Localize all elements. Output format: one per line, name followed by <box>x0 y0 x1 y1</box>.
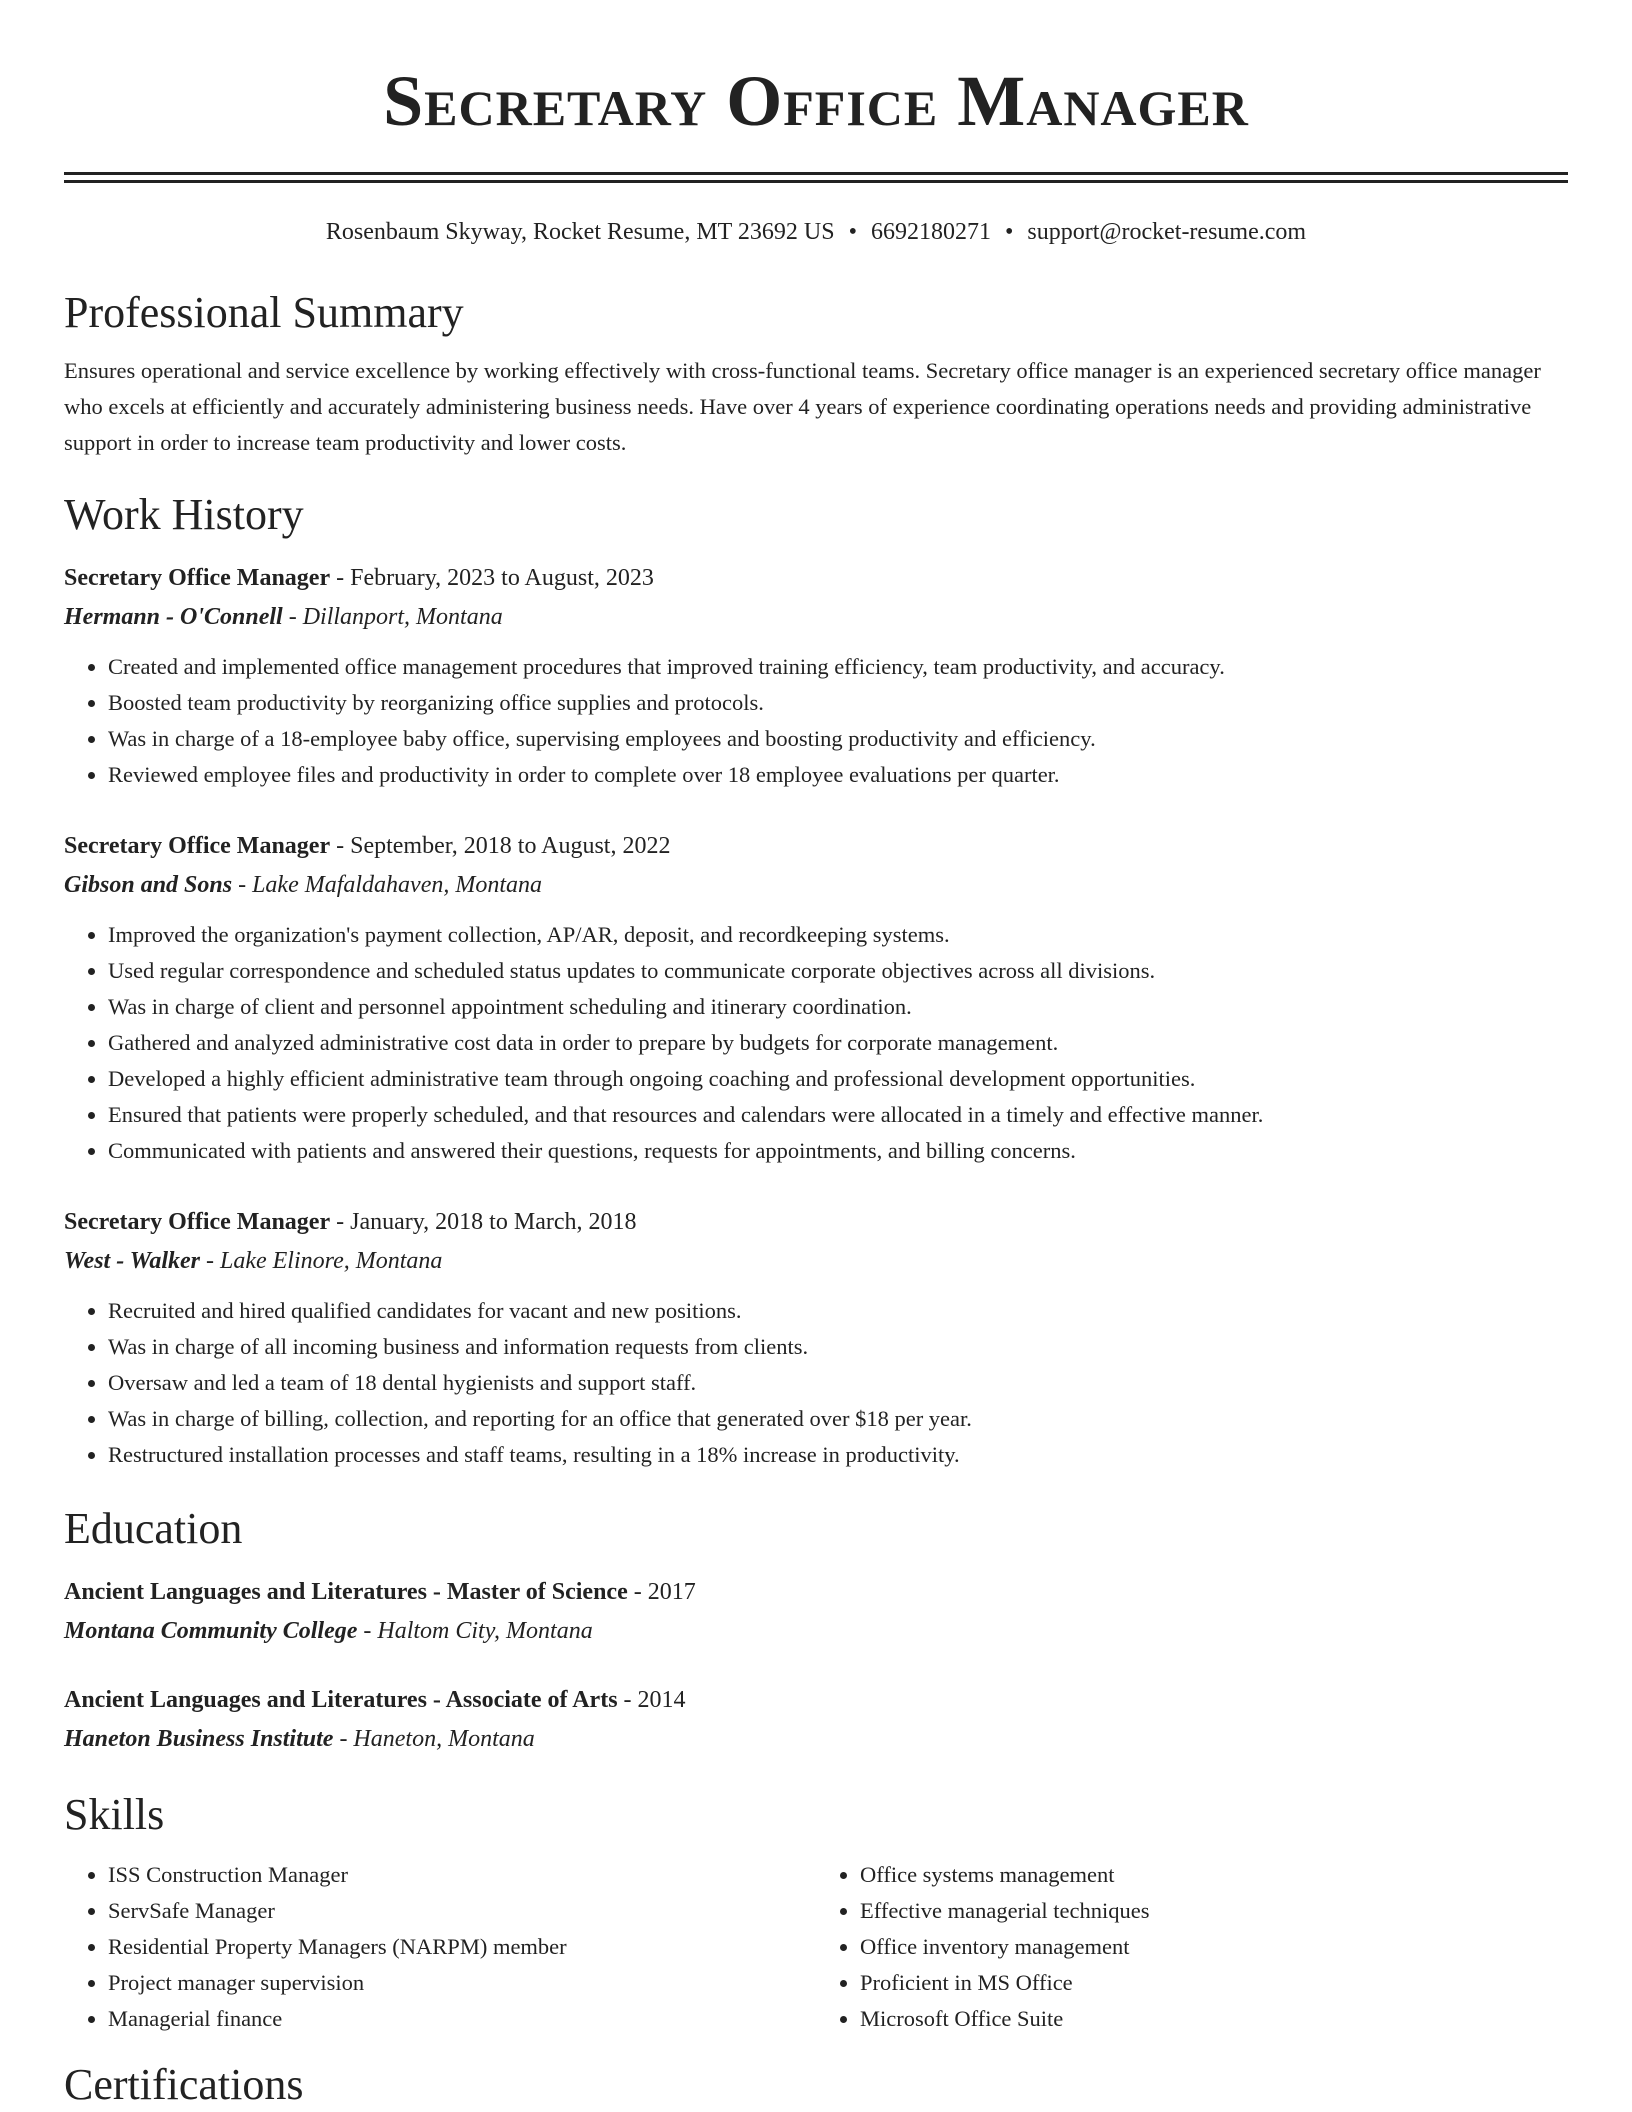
skill-item: • Managerial finance <box>108 2001 816 2037</box>
section-title-skills: Skills <box>64 1790 165 1839</box>
job-bullet: • Was in charge of all incoming business and information requests from clients. <box>108 1329 1568 1365</box>
skill-item: • Proficient in MS Office <box>860 1965 1568 2001</box>
education-entry <box>64 1681 1568 1759</box>
job-dates: - February, 2023 to August, 2023 <box>330 565 654 591</box>
job-bullets <box>64 1293 1568 1473</box>
job-location: - Dillanport, Montana <box>282 604 503 630</box>
contact-separator: • <box>1004 219 1014 245</box>
contact-separator: • <box>848 219 857 245</box>
job-company: Gibson and Sons <box>64 872 233 898</box>
skill-item: • Microsoft Office Suite <box>860 2001 1568 2037</box>
job-bullet: • Oversaw and led a team of 18 dental hygienists and support staff. <box>108 1365 1568 1401</box>
header-rule-bottom <box>64 180 1568 183</box>
job-location: - Lake Elinore, Montana <box>200 1248 443 1274</box>
education-heading <box>64 1573 1568 1611</box>
education-heading <box>64 1681 1568 1719</box>
job-dates: - January, 2018 to March, 2018 <box>330 1209 637 1235</box>
skills-list <box>64 1857 1568 2037</box>
skill-item: • Residential Property Managers (NARPM) member <box>108 1929 816 1965</box>
header-rule-top <box>64 172 1568 175</box>
skill-item: • Effective managerial techniques <box>860 1893 1568 1929</box>
job-employer <box>64 597 1568 637</box>
job-entry <box>64 827 1568 1169</box>
section-title-summary: Professional Summary <box>64 288 464 337</box>
resume-name: Secretary Office Manager <box>383 61 1249 141</box>
job-bullet: • Developed a highly efficient administrative team through ongoing coaching and professional development opportunities. <box>108 1061 1568 1097</box>
job-bullet: • Ensured that patients were properly scheduled, and that resources and calendars were allocated in a timely and effective manner. <box>108 1097 1568 1133</box>
section-title-education: Education <box>64 1504 243 1553</box>
education-degree: Ancient Languages and Literatures - Associate of Arts <box>64 1687 618 1713</box>
job-entry <box>64 1203 1568 1473</box>
job-heading <box>64 1203 1568 1241</box>
education-institution <box>64 1719 1568 1759</box>
job-company: West - Walker <box>64 1248 200 1274</box>
summary-text: Ensures operational and service excellence by working effectively with cross-functional teams. Secretary office manager is an experienced secretary office manager who excels at efficiently and accurately administering business needs. Have over 4 years of experience coordinating operations needs and providing administrative support in order to increase team productivity and lower costs. <box>64 358 1541 455</box>
contact-phone: 6692180271 <box>870 219 991 245</box>
job-bullet: • Created and implemented office management procedures that improved training efficiency, team productivity, and accuracy. <box>108 649 1568 685</box>
job-bullets <box>64 649 1568 793</box>
skill-item: • ISS Construction Manager <box>108 1857 816 1893</box>
section-title-work: Work History <box>64 490 304 539</box>
job-company: Hermann - O'Connell <box>64 604 283 630</box>
education-institution <box>64 1611 1568 1651</box>
skill-item: • Project manager supervision <box>108 1965 816 2001</box>
education-year: - 2014 <box>617 1687 686 1713</box>
job-bullet: • Was in charge of billing, collection, and reporting for an office that generated over $18 per year. <box>108 1401 1568 1437</box>
education-entry <box>64 1573 1568 1651</box>
job-bullets <box>64 917 1568 1169</box>
education-location: - Haltom City, Montana <box>357 1618 593 1644</box>
job-entry <box>64 559 1568 793</box>
job-bullet: • Boosted team productivity by reorganizing office supplies and protocols. <box>108 685 1568 721</box>
skill-item: • ServSafe Manager <box>108 1893 816 1929</box>
education-school: Montana Community College <box>64 1618 358 1644</box>
skills-column-right <box>816 1857 1568 2037</box>
skill-item: • Office inventory management <box>860 1929 1568 1965</box>
job-bullet: • Recruited and hired qualified candidates for vacant and new positions. <box>108 1293 1568 1329</box>
job-employer <box>64 1241 1568 1281</box>
job-role: Secretary Office Manager <box>64 565 331 591</box>
contact-email: support@rocket-resume.com <box>1027 219 1307 245</box>
job-bullet: • Improved the organization's payment collection, AP/AR, deposit, and recordkeeping systems. <box>108 917 1568 953</box>
education-location: - Haneton, Montana <box>333 1726 535 1752</box>
job-role: Secretary Office Manager <box>64 833 331 859</box>
contact-address: Rosenbaum Skyway, Rocket Resume, MT 23692 US <box>325 219 835 245</box>
job-bullet: • Was in charge of a 18-employee baby office, supervising employees and boosting productivity and efficiency. <box>108 721 1568 757</box>
job-bullet: • Gathered and analyzed administrative cost data in order to prepare by budgets for corporate management. <box>108 1025 1568 1061</box>
job-location: - Lake Mafaldahaven, Montana <box>232 872 543 898</box>
section-title-certifications: Certifications <box>64 2060 304 2109</box>
job-bullet: • Used regular correspondence and scheduled status updates to communicate corporate objectives across all divisions. <box>108 953 1568 989</box>
education-year: - 2017 <box>627 1579 696 1605</box>
job-bullet: • Communicated with patients and answered their questions, requests for appointments, and billing concerns. <box>108 1133 1568 1169</box>
job-bullet: • Restructured installation processes and staff teams, resulting in a 18% increase in productivity. <box>108 1437 1568 1473</box>
education-school: Haneton Business Institute <box>64 1726 334 1752</box>
skills-column-left <box>64 1857 816 2037</box>
education-degree: Ancient Languages and Literatures - Master of Science <box>64 1579 628 1605</box>
skill-item: • Office systems management <box>860 1857 1568 1893</box>
job-bullet: • Reviewed employee files and productivity in order to complete over 18 employee evaluations per quarter. <box>108 757 1568 793</box>
job-heading <box>64 827 1568 865</box>
job-dates: - September, 2018 to August, 2022 <box>330 833 671 859</box>
job-heading <box>64 559 1568 597</box>
job-bullet: • Was in charge of client and personnel appointment scheduling and itinerary coordination. <box>108 989 1568 1025</box>
job-employer <box>64 865 1568 905</box>
job-role: Secretary Office Manager <box>64 1209 331 1235</box>
contact-line <box>64 217 1568 247</box>
